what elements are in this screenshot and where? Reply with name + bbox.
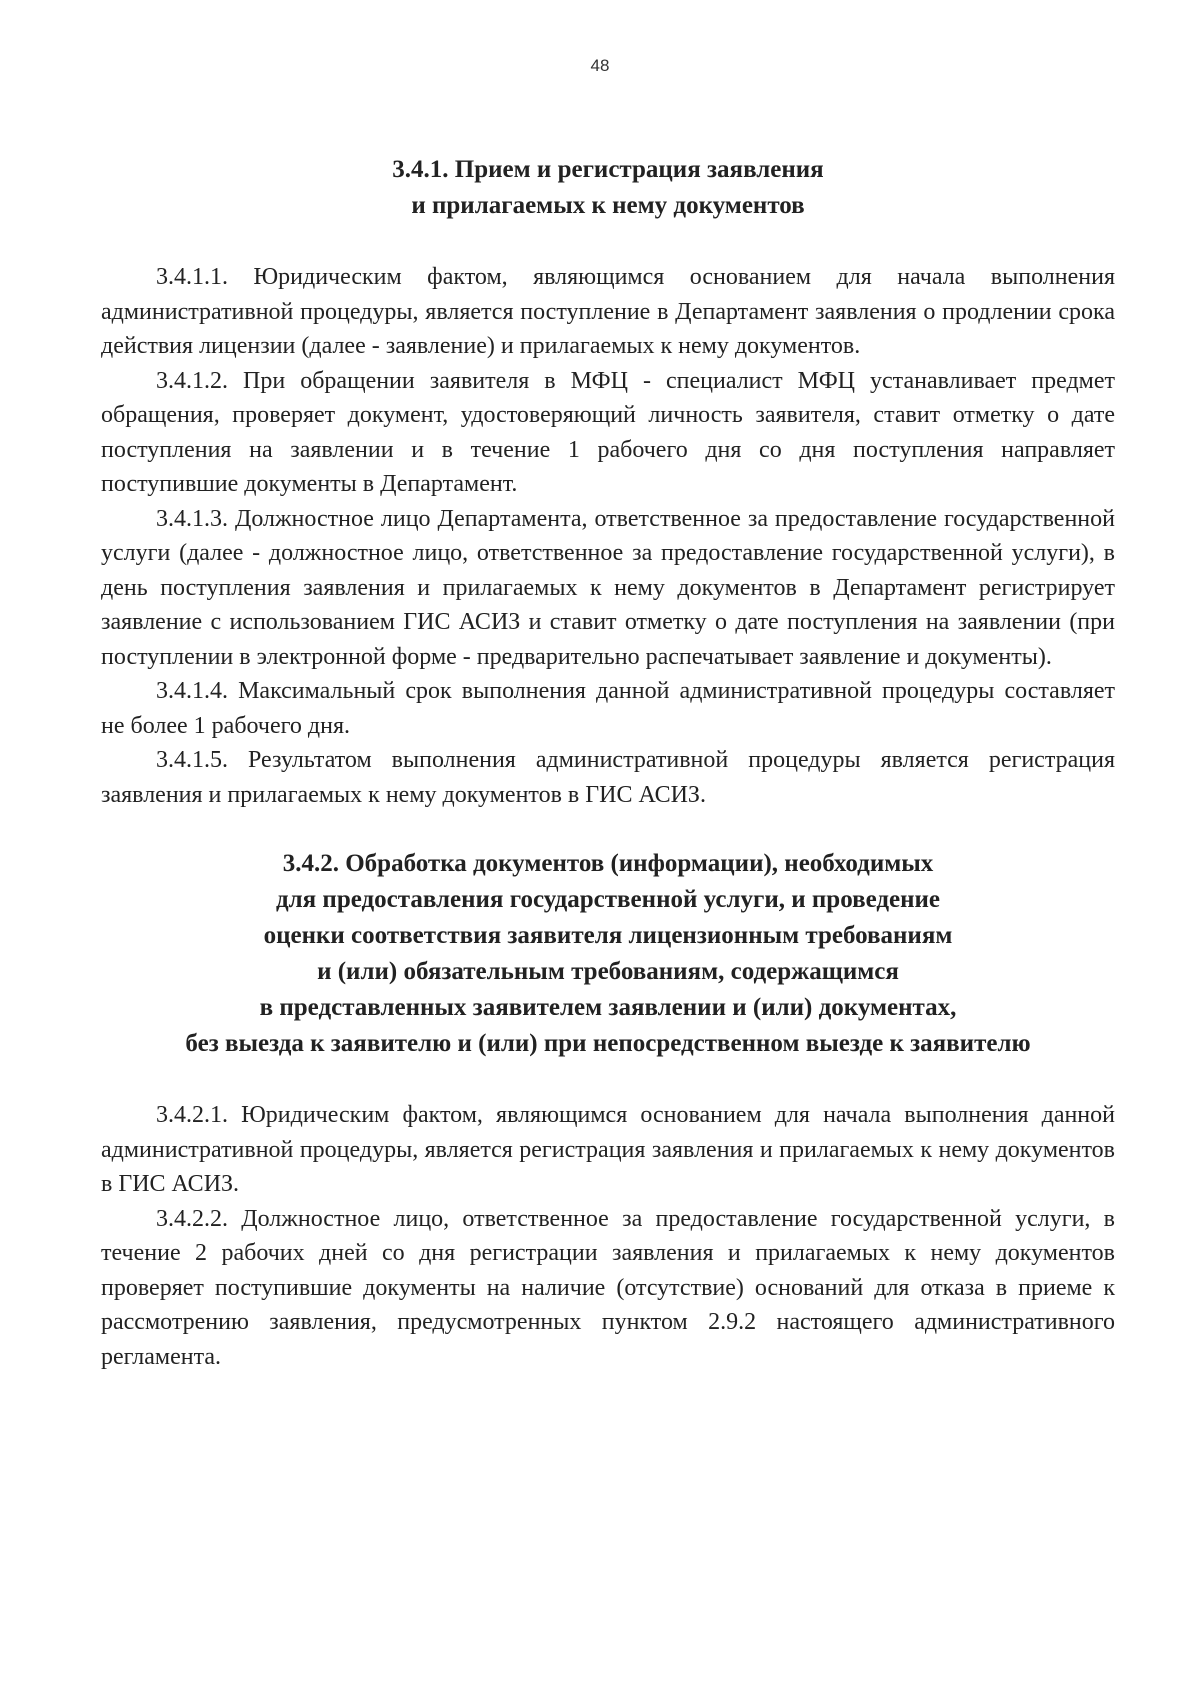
paragraph-3-4-1-5: 3.4.1.5. Результатом выполнения административной процедуры является регистрация заявления и прилагаемых к нему документов в ГИС АСИЗ. bbox=[101, 747, 1115, 808]
heading-line: и прилагаемых к нему документов bbox=[411, 192, 805, 219]
paragraph-3-4-1-1: 3.4.1.1. Юридическим фактом, являющимся основанием для начала выполнения административной процедуры, является поступление в Департамент заявления о продлении срока действия лицензии (далее - заявление) и прилагаемых к нему документов. bbox=[101, 264, 1115, 359]
section-heading-3-4-2 bbox=[101, 846, 1115, 1062]
paragraph-3-4-1-3: 3.4.1.3. Должностное лицо Департамента, ответственное за предоставление государственной услуги (далее - должностное лицо, ответственное за предоставление государственной услуги), в день поступления заявления и прилагаемых к нему документов в Департамент регистрирует заявление с использованием ГИС АСИЗ и ставит отметку о дате поступления на заявлении (при поступлении в электронной форме - предварительно распечатывает заявление и документы). bbox=[101, 505, 1115, 670]
paragraph-3-4-2-2: 3.4.2.2. Должностное лицо, ответственное за предоставление государственной услуги, в течение 2 рабочих дней со дня регистрации заявления и прилагаемых к нему документов проверяет поступившие документы на наличие (отсутствие) оснований для отказа в приеме к рассмотрению заявления, предусмотренных пунктом 2.9.2 настоящего административного регламента. bbox=[101, 1205, 1115, 1370]
heading-line: 3.4.1. Прием и регистрация заявления bbox=[392, 156, 824, 183]
heading-line: для предоставления государственной услуги, и проведение bbox=[275, 886, 940, 913]
paragraph-3-4-1-4: 3.4.1.4. Максимальный срок выполнения данной административной процедуры составляет не более 1 рабочего дня. bbox=[101, 678, 1115, 739]
heading-line: оценки соответствия заявителя лицензионным требованиям bbox=[263, 922, 953, 949]
page-number: 48 bbox=[590, 56, 610, 75]
section-heading-3-4-1 bbox=[101, 152, 1115, 224]
paragraph-3-4-1-2: 3.4.1.2. При обращении заявителя в МФЦ - специалист МФЦ устанавливает предмет обращения, проверяет документ, удостоверяющий личность заявителя, ставит отметку о дате поступления на заявлении и в течение 1 рабочего дня со дня поступления направляет поступившие документы в Департамент. bbox=[101, 367, 1115, 497]
paragraph-3-4-2-1: 3.4.2.1. Юридическим фактом, являющимся основанием для начала выполнения данной административной процедуры, является регистрация заявления и прилагаемых к нему документов в ГИС АСИЗ. bbox=[101, 1102, 1115, 1197]
heading-line: без выезда к заявителю и (или) при непосредственном выезде к заявителю bbox=[185, 1030, 1031, 1057]
page-content bbox=[101, 152, 1115, 1374]
heading-line: 3.4.2. Обработка документов (информации), необходимых bbox=[282, 850, 934, 877]
heading-line: и (или) обязательным требованиям, содержащимся bbox=[317, 958, 899, 985]
heading-line: в представленных заявителем заявлении и (или) документах, bbox=[259, 994, 957, 1021]
